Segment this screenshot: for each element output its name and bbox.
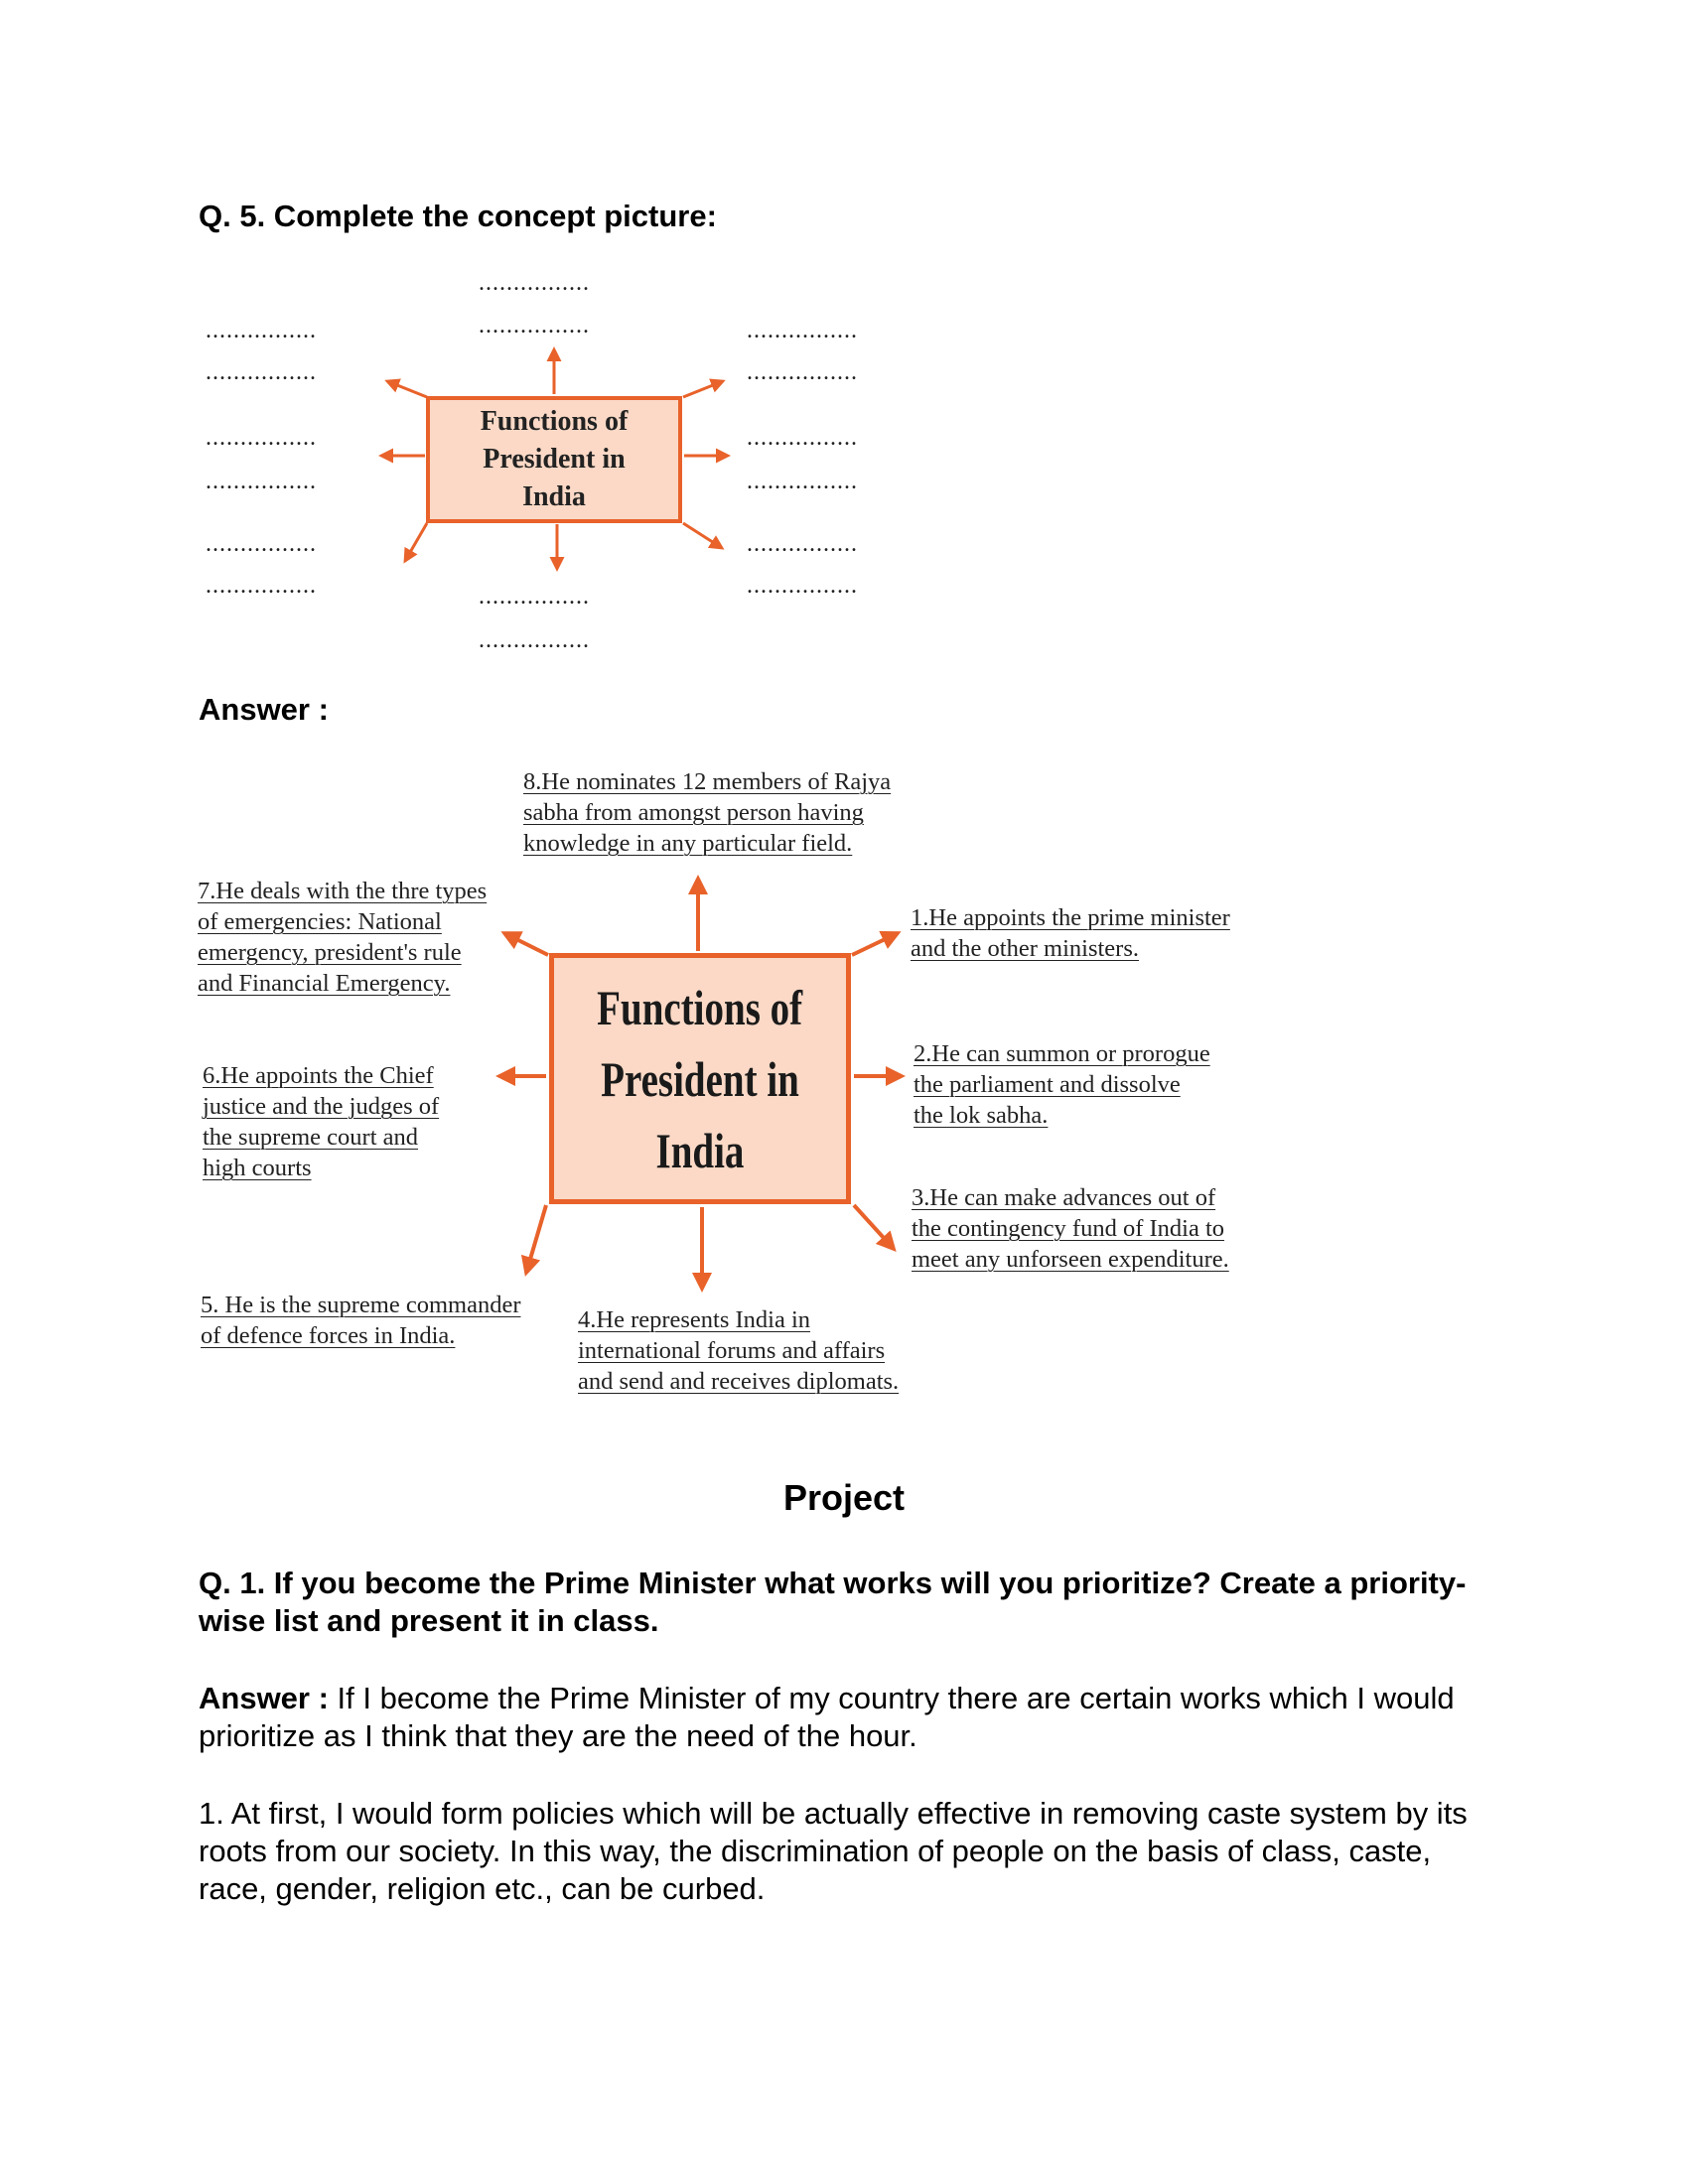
q-arrow-upleft	[387, 381, 427, 397]
q-arrow-downright	[683, 523, 722, 548]
blank-topleft-1: ................	[206, 318, 317, 343]
project-point-1: 1. At first, I would form policies which will be actually effective in removing caste system by its roots from our society. In this way, the discrimination of people on the basis of class, caste, race, gender, religion etc., can be curbed.	[199, 1796, 1468, 1906]
q-arrow-upright	[683, 381, 723, 397]
answer-item-3: 3.He can make advances out of the contingency fund of India to meet any unforseen expenditure.	[912, 1184, 1229, 1273]
answer-item-7: 7.He deals with the thre types of emergencies: National emergency, president's rule and Financial Emergency.	[198, 878, 488, 997]
blank-bottomleft-1: ................	[206, 531, 317, 557]
answer-label: Answer :	[199, 692, 329, 727]
answer-item-8: 8.He nominates 12 members of Rajya sabha from amongst person having knowledge in any particular field.	[523, 768, 892, 857]
answer-item-6: 6.He appoints the Chief justice and the judges of the supreme court and high courts	[203, 1062, 440, 1181]
a-arrow-upleft	[504, 933, 548, 955]
blank-top-2: ................	[479, 313, 590, 339]
blank-bottom-1: ................	[479, 584, 590, 610]
a-arrow-upright	[852, 933, 898, 955]
project-question: Q. 1. If you become the Prime Minister what works will you prioritize? Create a priority-wise list and present it in class.	[199, 1566, 1467, 1638]
a-arrow-downright	[854, 1205, 894, 1249]
box-line-2: President in	[483, 444, 626, 475]
project-answer-text: If I become the Prime Minister of my country there are certain works which I would prioritize as I think that they are the need of the hour.	[199, 1681, 1455, 1753]
blank-left-2: ................	[206, 469, 317, 494]
blank-left-1: ................	[206, 425, 317, 451]
answer-box-line-3: India	[655, 1122, 745, 1178]
project-answer	[199, 1680, 1489, 1755]
blank-right-2: ................	[747, 469, 858, 494]
blank-top-1: ................	[479, 270, 590, 296]
question-title: Q. 5. Complete the concept picture:	[199, 199, 717, 233]
blank-bottomleft-2: ................	[206, 573, 317, 599]
answer-item-4: 4.He represents India in international forums and affairs and send and receives diplomats.	[578, 1306, 900, 1395]
answer-box-line-1: Functions of	[597, 979, 803, 1035]
blank-bottom-2: ................	[479, 627, 590, 653]
blank-topright-2: ................	[747, 359, 858, 385]
blank-bottomright-2: ................	[747, 573, 858, 599]
q-arrow-downleft	[405, 523, 427, 561]
blank-topleft-2: ................	[206, 359, 317, 385]
answer-item-5: 5. He is the supreme commander of defence forces in India.	[201, 1292, 521, 1349]
answer-item-2: 2.He can summon or prorogue the parliament and dissolve the lok sabha.	[914, 1040, 1210, 1129]
answer-box-line-2: President in	[601, 1050, 799, 1107]
box-line-1: Functions of	[480, 406, 629, 437]
blank-right-1: ................	[747, 425, 858, 451]
project-answer-label: Answer :	[199, 1681, 329, 1715]
a-arrow-downleft	[526, 1205, 546, 1273]
box-line-3: India	[522, 481, 586, 512]
project-heading: Project	[782, 1477, 906, 1518]
blank-topright-1: ................	[747, 318, 858, 343]
answer-item-1: 1.He appoints the prime minister and the other ministers.	[911, 904, 1230, 962]
blank-bottomright-1: ................	[747, 531, 858, 557]
